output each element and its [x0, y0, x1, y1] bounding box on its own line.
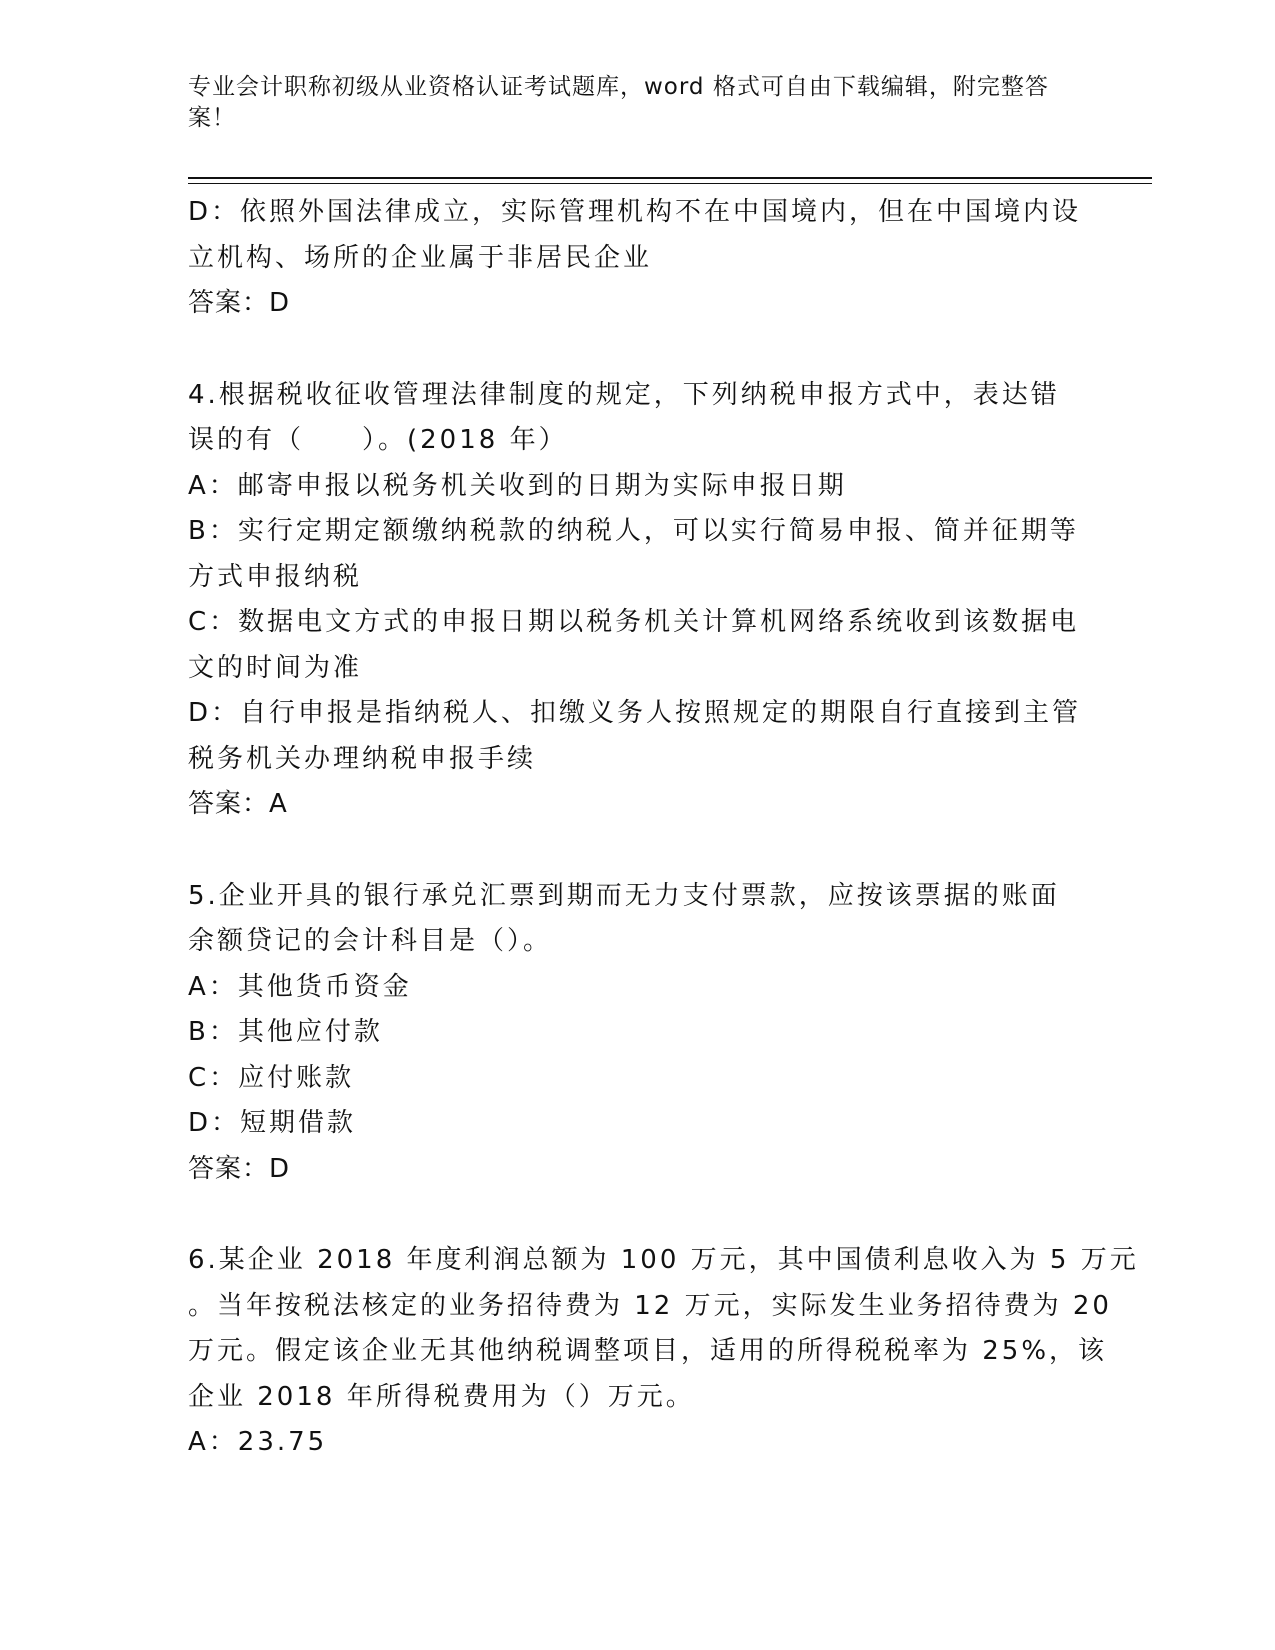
option-b: B：实行定期定额缴纳税款的纳税人，可以实行简易申报、简并征期等 [188, 516, 1079, 546]
option-line: D：依照外国法律成立，实际管理机构不在中国境内，但在中国境内设 [188, 197, 1082, 227]
question-text-line: 4.根据税收征收管理法律制度的规定，下列纳税申报方式中，表达错 [188, 379, 1060, 410]
option-d: D：短期借款 [188, 1108, 357, 1138]
question-text-line: 万元。假定该企业无其他纳税调整项目，适用的所得税税率为 25%，该 [188, 1336, 1108, 1366]
question-block-5 [188, 874, 1088, 1193]
block-spacer [188, 327, 1088, 373]
question-text-line: 误的有（ ）。(2018 年） [188, 425, 568, 455]
header-divider-thin [188, 183, 1152, 184]
question-block-3 [188, 190, 1088, 327]
answer-line: 答案：D [188, 288, 291, 318]
option-a: A：邮寄申报以税务机关收到的日期为实际申报日期 [188, 470, 847, 501]
option-a: A：23.75 [188, 1427, 328, 1457]
question-text-line: 5.企业开具的银行承兑汇票到期而无力支付票款，应按该票据的账面 [188, 880, 1060, 911]
block-spacer [188, 1192, 1088, 1238]
option-b-continued: 方式申报纳税 [188, 561, 363, 592]
question-block-4 [188, 373, 1088, 828]
header-line-1: 专业会计职称初级从业资格认证考试题库，word 格式可自由下载编辑，附完整答 [188, 74, 1049, 100]
page-header [188, 72, 1068, 134]
option-b: B：其他应付款 [188, 1017, 383, 1047]
option-c-continued: 文的时间为准 [188, 652, 363, 683]
answer-line: 答案：A [188, 789, 288, 819]
option-c: C：数据电文方式的申报日期以税务机关计算机网络系统收到该数据电 [188, 607, 1080, 637]
option-a: A：其他货币资金 [188, 971, 412, 1002]
option-c: C：应付账款 [188, 1062, 355, 1093]
question-content [188, 190, 1139, 1466]
question-text-line: 余额贷记的会计科目是（）。 [188, 926, 553, 956]
question-text-line: 6.某企业 2018 年度利润总额为 100 万元，其中国债利息收入为 5 万元 [188, 1245, 1139, 1275]
question-text-line: 企业 2018 年所得税费用为（）万元。 [188, 1381, 695, 1412]
question-block-6 [188, 1238, 1139, 1466]
block-spacer [188, 828, 1088, 874]
option-line: 立机构、场所的企业属于非居民企业 [188, 242, 653, 273]
question-text-line: 。当年按税法核定的业务招待费为 12 万元，实际发生业务招待费为 20 [188, 1290, 1112, 1321]
header-divider-thick [188, 177, 1152, 179]
answer-line: 答案：D [188, 1153, 291, 1184]
option-d: D：自行申报是指纳税人、扣缴义务人按照规定的期限自行直接到主管 [188, 698, 1082, 728]
option-d-continued: 税务机关办理纳税申报手续 [188, 743, 537, 774]
header-line-2: 案！ [188, 105, 236, 131]
